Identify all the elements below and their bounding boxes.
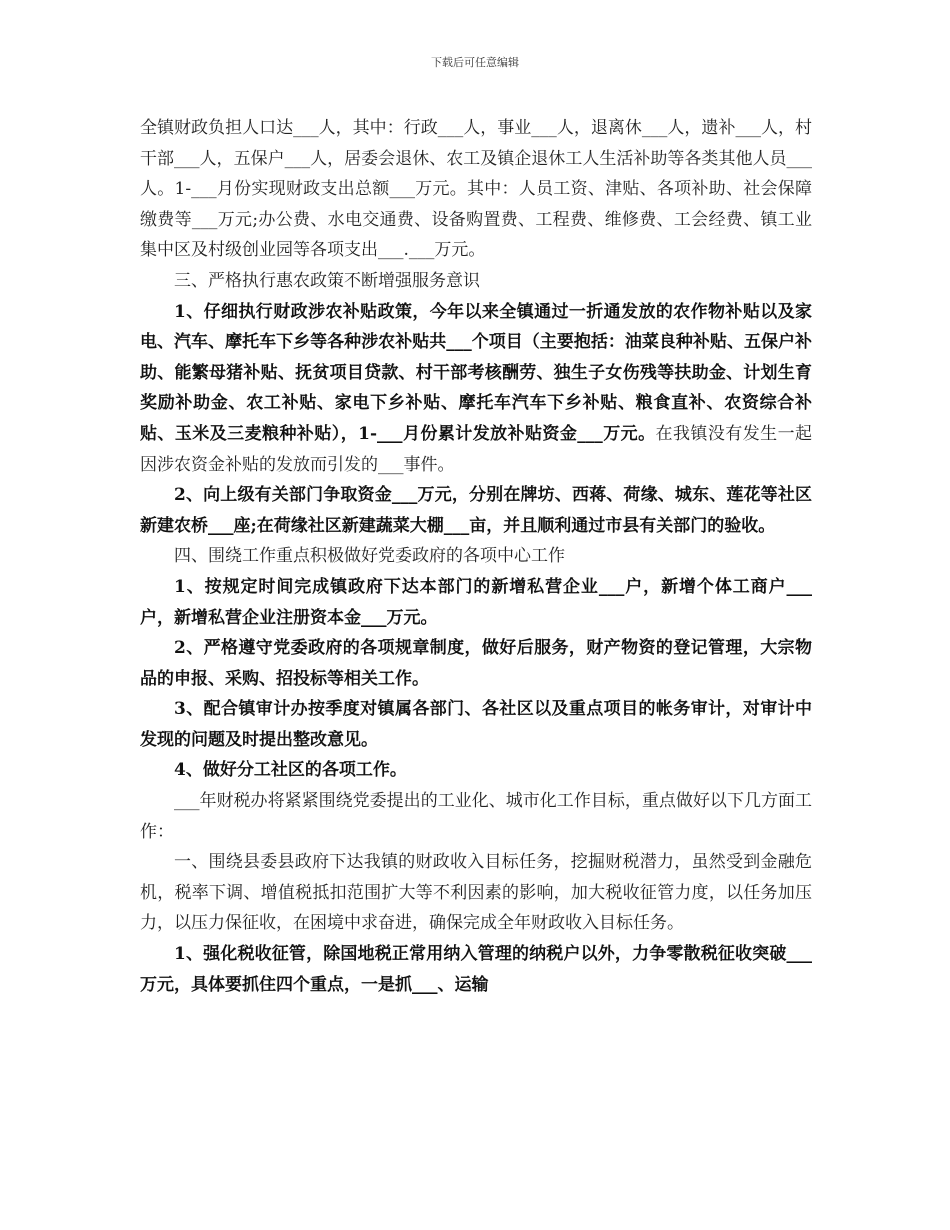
- page-header: 下载后可任意编辑: [431, 56, 519, 69]
- paragraph-finance-population: 全镇财政负担人口达___人，其中：行政___人，事业___人，退离休___人，遗补___人，村干部___人，五保户___人，居委会退休、农工及镇企退休工人生活补助等各类其他人员___人。1-___月份实现财政支出总额___万元。其中：人员工资、津贴、各项补助、社会保障缴费等___万元;办公费、水电交通费、设备购置费、工程费、维修费、工会经费、镇工业集中区及村级创业园等各项支出___.___万元。: [140, 118, 812, 261]
- section-heading-3: 三、严格执行惠农政策不断增强服务意识: [174, 270, 480, 291]
- paragraph-audit: 3、配合镇审计办按季度对镇属各部门、各社区以及重点项目的帐务审计，对审计中发现的问题及时提出整改意见。: [140, 699, 812, 750]
- paragraph-tax-collection: 1、强化税收征管，除国地税正常用纳入管理的纳税户以外，力争零散税征收突破___万元，具体要抓住四个重点，一是抓___、运输: [140, 944, 812, 995]
- section-heading-4: 四、围绕工作重点积极做好党委政府的各项中心工作: [174, 546, 565, 567]
- paragraph-regulations: 2、严格遵守党委政府的各项规章制度，做好后服务，财产物资的登记管理，大宗物品的申报、采购、招投标等相关工作。: [140, 638, 812, 689]
- paragraph-community: 4、做好分工社区的各项工作。: [174, 760, 407, 781]
- document-body: [140, 113, 812, 1000]
- subsidy-policy-bold: 1、仔细执行财政涉农补贴政策，今年以来全镇通过一折通发放的农作物补贴以及家电、汽车、摩托车下乡等各种涉农补贴共___个项目（主要抱括：油菜良种补贴、五保户补助、能繁母猪补贴、抚贫项目贷款、村干部考核酬劳、独生子女伤残等扶助金、计划生育奖励补助金、农工补贴、家电下乡补贴、摩托车汽车下乡补贴、粮食直补、农资综合补贴、玉米及三麦粮种补贴），1-___月份累计发放补贴资金___万元。: [140, 301, 812, 444]
- paragraph-funding: 2、向上级有关部门争取资金___万元，分别在牌坊、西蒋、荷缘、城东、莲花等社区新建农桥___座;在荷缘社区新建蔬菜大棚___亩，并且顺利通过市县有关部门的验收。: [140, 485, 812, 536]
- paragraph-next-year: ___年财税办将紧紧围绕党委提出的工业化、城市化工作目标，重点做好以下几方面工作：: [140, 791, 812, 842]
- subsidy-policy-plain: 在我镇没有发生一起因涉农资金补贴的发放而引发的___事件。: [140, 423, 812, 475]
- paragraph-revenue-target: 一、围绕县委县政府下达我镇的财政收入目标任务，挖掘财税潜力，虽然受到金融危机，税率下调、增值税抵扣范围扩大等不利因素的影响，加大税收征管力度，以任务加压力，以压力保征收，在困境中求奋进，确保完成全年财政收入目标任务。: [140, 852, 812, 934]
- paragraph-enterprises: 1、按规定时间完成镇政府下达本部门的新增私营企业___户，新增个体工商户___户，新增私营企业注册资本金___万元。: [140, 576, 812, 628]
- paragraph-subsidy-policy: [140, 297, 812, 481]
